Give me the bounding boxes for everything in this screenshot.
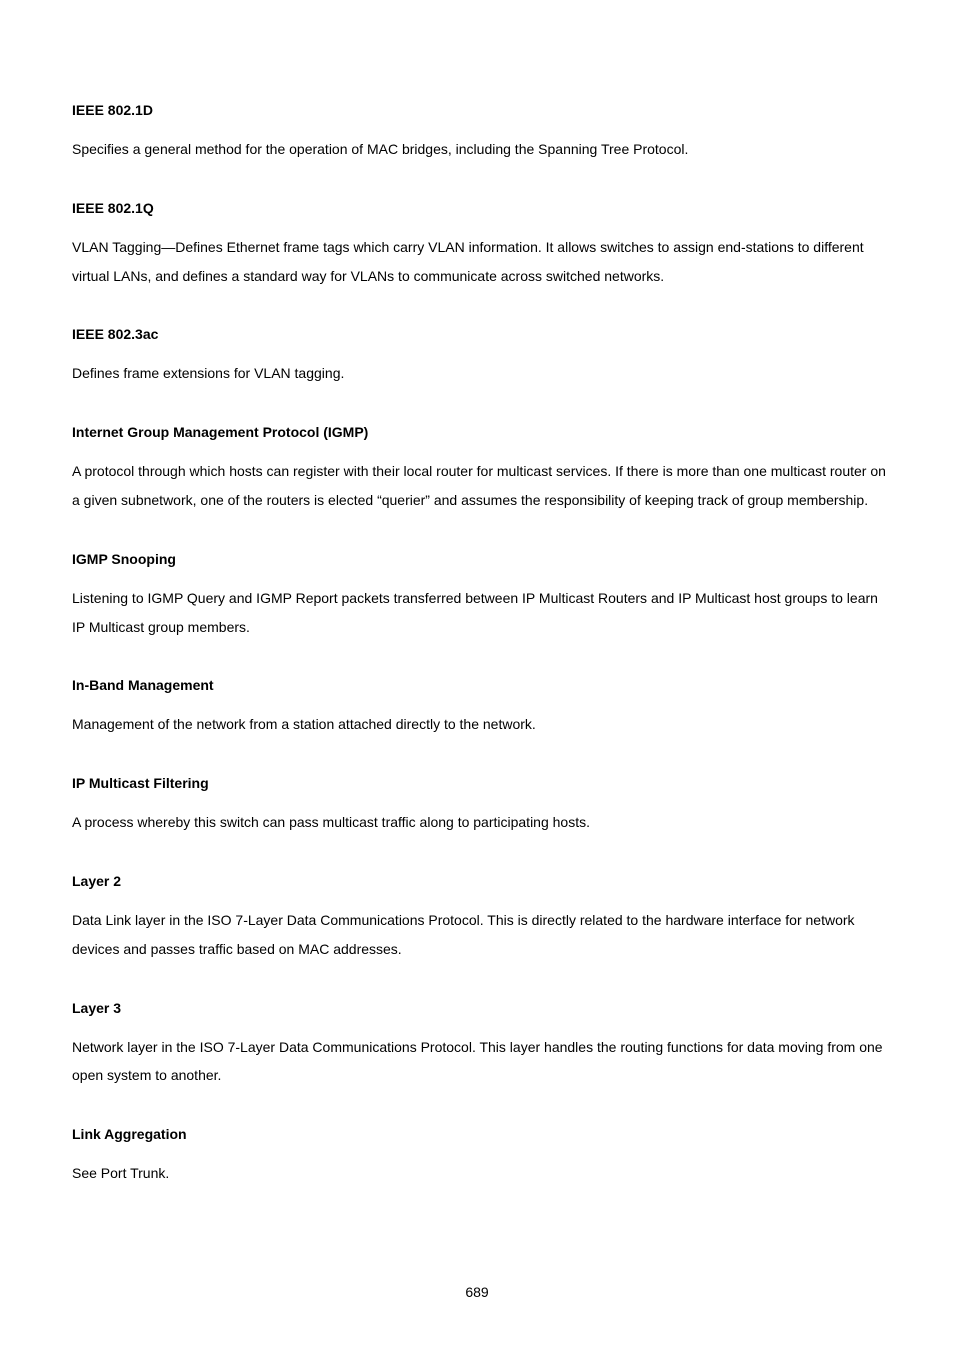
glossary-definition: Defines frame extensions for VLAN tagging.: [72, 365, 345, 382]
glossary-term: In-Band Management: [72, 677, 214, 694]
glossary-definition: Network layer in the ISO 7-Layer Data Communications Protocol. This layer handles the routing functions for data moving from one open system to another.: [72, 1038, 883, 1084]
glossary-entry-ieee-802-1d: [72, 101, 887, 164]
glossary-entry-link-aggregation: [72, 1125, 887, 1188]
page-number: 689: [465, 1284, 489, 1300]
glossary-term: Layer 3: [72, 999, 122, 1016]
glossary-definition: Listening to IGMP Query and IGMP Report packets transferred between IP Multicast Routers and IP Multicast host groups to learn IP Multicast group members.: [72, 589, 878, 635]
glossary-definition: A protocol through which hosts can register with their local router for multicast services. If there is more than one multicast router on a given subnetwork, one of the routers is elected “querier” and assumes the responsibility of keeping track of group membership.: [72, 463, 886, 508]
glossary-term: IGMP Snooping: [72, 550, 176, 567]
glossary-entry-ieee-802-1q: [72, 199, 887, 291]
glossary-entry-layer-3: [72, 999, 887, 1091]
glossary-term: Layer 2: [72, 872, 122, 889]
glossary-definition: Specifies a general method for the operation of MAC bridges, including the Spanning Tree Protocol.: [72, 141, 689, 157]
glossary-definition: Data Link layer in the ISO 7-Layer Data Communications Protocol. This is directly related to the hardware interface for network devices and passes traffic based on MAC addresses.: [72, 911, 855, 957]
glossary-entry-igmp-snooping: [72, 550, 887, 642]
glossary-definition: A process whereby this switch can pass multicast traffic along to participating hosts.: [72, 814, 590, 831]
glossary-entry-ip-multicast-filtering: [72, 774, 887, 837]
glossary-term: Link Aggregation: [72, 1126, 187, 1143]
glossary-definition: Management of the network from a station attached directly to the network.: [72, 716, 536, 733]
glossary-page: [72, 101, 887, 1223]
glossary-term: IEEE 802.1D: [72, 102, 153, 118]
glossary-entry-igmp: [72, 423, 887, 515]
glossary-term: Internet Group Management Protocol (IGMP): [72, 424, 369, 441]
glossary-term: IP Multicast Filtering: [72, 775, 209, 792]
glossary-term: IEEE 802.1Q: [72, 199, 154, 216]
glossary-entry-layer-2: [72, 872, 887, 964]
glossary-definition: See Port Trunk.: [72, 1165, 170, 1182]
glossary-entry-in-band-management: [72, 676, 887, 739]
glossary-entry-ieee-802-3ac: [72, 325, 887, 388]
glossary-term: IEEE 802.3ac: [72, 326, 159, 343]
glossary-definition: VLAN Tagging—Defines Ethernet frame tags which carry VLAN information. It allows switches to assign end-stations to different virtual LANs, and defines a standard way for VLANs to communicate across switched networks.: [72, 238, 864, 284]
